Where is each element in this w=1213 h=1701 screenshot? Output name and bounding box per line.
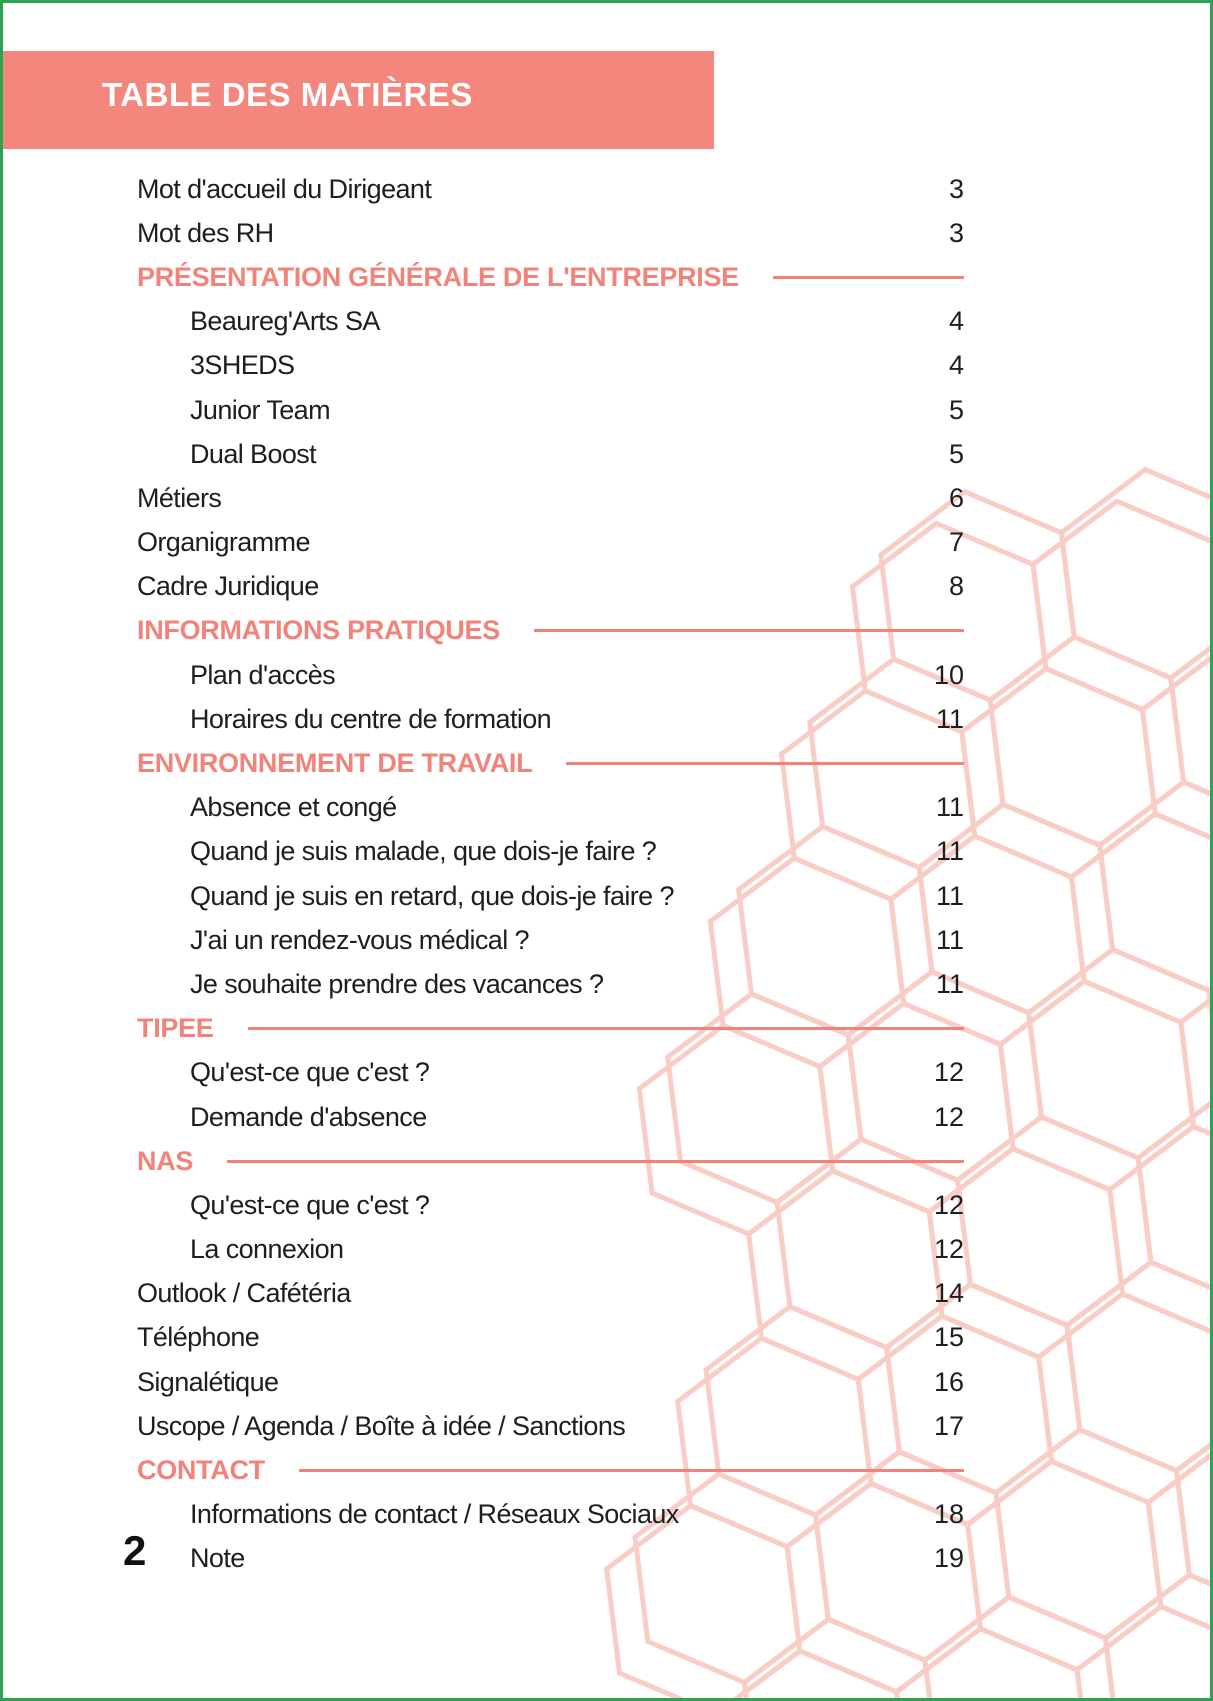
toc-section-header[interactable]: [137, 1007, 964, 1051]
entry-page-number: 12: [933, 1101, 964, 1132]
entry-label: Mot des RH: [137, 217, 274, 248]
section-rule: [299, 1469, 964, 1472]
entry-page-number: 18: [933, 1499, 964, 1530]
toc-entry[interactable]: [137, 1051, 964, 1095]
entry-label: Dual Boost: [190, 438, 317, 469]
entry-page-number: 12: [933, 1189, 964, 1220]
toc-entry[interactable]: [137, 432, 964, 476]
toc-entry[interactable]: [137, 1228, 964, 1272]
title-banner: [3, 51, 714, 149]
entry-label: Informations de contact / Réseaux Sociaux: [190, 1499, 679, 1530]
toc-entry[interactable]: [137, 1404, 964, 1448]
toc-entry[interactable]: [137, 167, 964, 211]
toc-entry[interactable]: [137, 830, 964, 874]
entry-page-number: 11: [935, 703, 964, 734]
footer-page-number: 2: [123, 1527, 147, 1574]
entry-label: Note: [190, 1543, 245, 1574]
toc-entry[interactable]: [137, 300, 964, 344]
section-label: TIPEE: [137, 1013, 214, 1044]
entry-label: Métiers: [137, 482, 222, 513]
entry-page-number: 3: [948, 173, 964, 204]
section-label: INFORMATIONS PRATIQUES: [137, 615, 500, 646]
entry-label: Quand je suis malade, que dois-je faire ?: [190, 836, 657, 867]
entry-label: Téléphone: [137, 1322, 260, 1353]
entry-label: Demande d'absence: [190, 1101, 427, 1132]
toc-section-header[interactable]: [137, 1448, 964, 1492]
section-label: ENVIRONNEMENT DE TRAVAIL: [137, 748, 533, 779]
section-label: PRÉSENTATION GÉNÉRALE DE L'ENTREPRISE: [137, 261, 739, 292]
entry-page-number: 3: [948, 217, 964, 248]
section-rule: [227, 1160, 964, 1163]
toc-entry[interactable]: [137, 874, 964, 918]
entry-label: Junior Team: [190, 394, 330, 425]
entry-page-number: 14: [933, 1278, 964, 1309]
toc-entry[interactable]: [137, 476, 964, 520]
toc-entry[interactable]: [137, 388, 964, 432]
entry-page-number: 17: [933, 1410, 964, 1441]
toc-section-header[interactable]: [137, 1139, 964, 1183]
toc-entry[interactable]: [137, 962, 964, 1006]
section-rule: [248, 1027, 964, 1030]
entry-page-number: 8: [948, 571, 964, 602]
entry-label: Horaires du centre de formation: [190, 703, 552, 734]
toc-entry[interactable]: [137, 918, 964, 962]
entry-page-number: 4: [948, 306, 964, 337]
entry-label: 3SHEDS: [190, 350, 295, 381]
toc-entry[interactable]: [137, 1095, 964, 1139]
page-title: TABLE DES MATIÈRES: [102, 76, 473, 113]
toc-entry[interactable]: [137, 1272, 964, 1316]
toc-entry[interactable]: [137, 211, 964, 255]
entry-page-number: 11: [935, 836, 964, 867]
toc-section-header[interactable]: [137, 609, 964, 653]
entry-label: Organigramme: [137, 527, 310, 558]
entry-page-number: 19: [933, 1543, 964, 1574]
toc-entry[interactable]: [137, 1183, 964, 1227]
entry-page-number: 11: [935, 880, 964, 911]
entry-label: Uscope / Agenda / Boîte à idée / Sanctions: [137, 1410, 626, 1441]
section-rule: [773, 276, 964, 279]
entry-page-number: 5: [948, 438, 964, 469]
entry-label: Je souhaite prendre des vacances ?: [190, 968, 604, 999]
section-label: CONTACT: [137, 1455, 265, 1486]
toc-entry[interactable]: [137, 1360, 964, 1404]
section-label: NAS: [137, 1145, 194, 1176]
entry-label: Quand je suis en retard, que dois-je faire ?: [190, 880, 674, 911]
entry-label: Qu'est-ce que c'est ?: [190, 1189, 430, 1220]
entry-page-number: 5: [948, 394, 964, 425]
table-of-contents: [137, 167, 964, 1581]
entry-page-number: 12: [933, 1057, 964, 1088]
entry-page-number: 15: [933, 1322, 964, 1353]
entry-page-number: 11: [935, 792, 964, 823]
entry-page-number: 7: [948, 527, 964, 558]
toc-entry[interactable]: [137, 521, 964, 565]
toc-entry[interactable]: [137, 344, 964, 388]
toc-entry[interactable]: [137, 565, 964, 609]
toc-entry[interactable]: [137, 786, 964, 830]
entry-label: La connexion: [190, 1234, 344, 1265]
toc-entry[interactable]: [137, 1493, 964, 1537]
entry-label: Beaureg'Arts SA: [190, 306, 380, 337]
entry-label: Plan d'accès: [190, 659, 336, 690]
entry-label: Mot d'accueil du Dirigeant: [137, 173, 432, 204]
toc-entry[interactable]: [137, 1537, 964, 1581]
entry-page-number: 12: [933, 1234, 964, 1265]
entry-label: Signalétique: [137, 1366, 279, 1397]
toc-section-header[interactable]: [137, 255, 964, 299]
entry-label: Cadre Juridique: [137, 571, 319, 602]
toc-entry[interactable]: [137, 1316, 964, 1360]
entry-page-number: 6: [948, 482, 964, 513]
entry-page-number: 11: [935, 924, 964, 955]
toc-entry[interactable]: [137, 697, 964, 741]
toc-entry[interactable]: [137, 653, 964, 697]
section-rule: [534, 629, 964, 632]
entry-page-number: 16: [933, 1366, 964, 1397]
entry-page-number: 11: [935, 968, 964, 999]
entry-page-number: 10: [933, 659, 964, 690]
entry-label: Outlook / Cafétéria: [137, 1278, 351, 1309]
toc-section-header[interactable]: [137, 741, 964, 785]
entry-label: Absence et congé: [190, 792, 397, 823]
entry-page-number: 4: [948, 350, 964, 381]
section-rule: [566, 762, 964, 765]
entry-label: Qu'est-ce que c'est ?: [190, 1057, 430, 1088]
entry-label: J'ai un rendez-vous médical ?: [190, 924, 529, 955]
